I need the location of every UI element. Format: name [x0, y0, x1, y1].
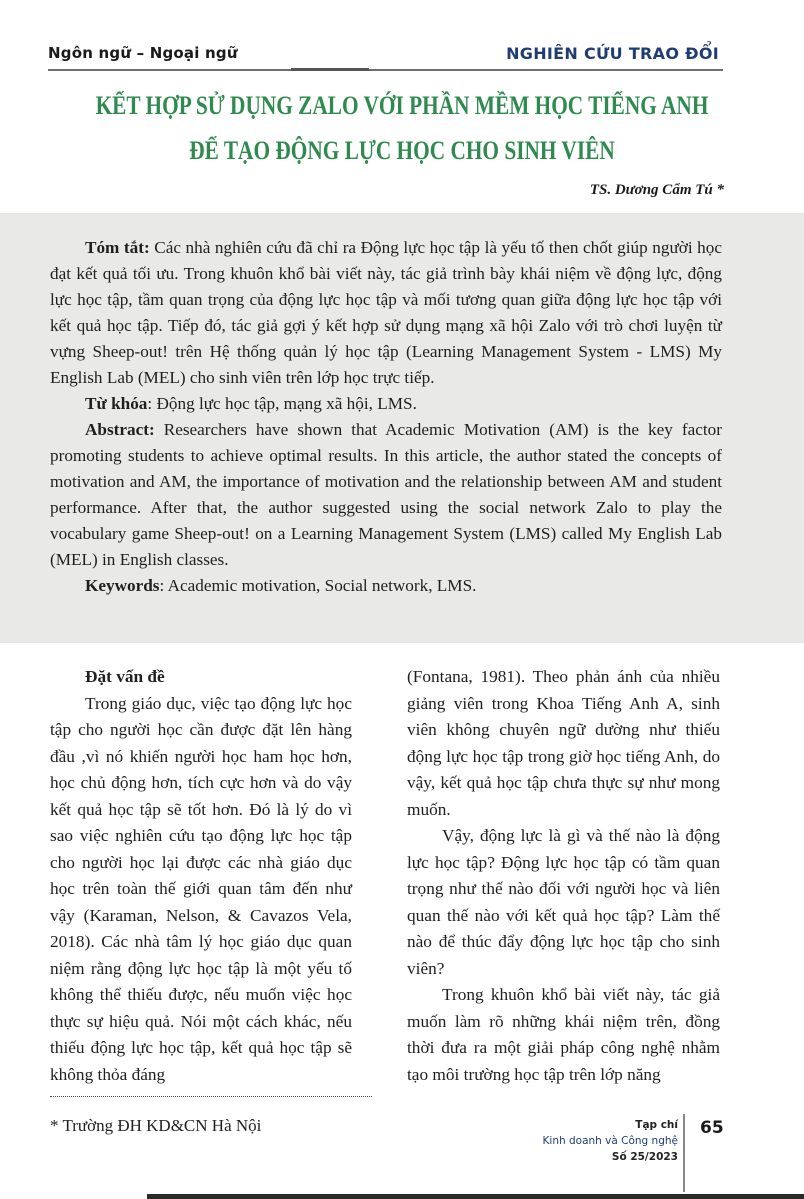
header-rule-accent: [291, 68, 369, 71]
abstract-box: [0, 213, 804, 643]
section-label: Ngôn ngữ – Ngoại ngữ: [48, 44, 238, 62]
body-paragraph: (Fontana, 1981). Theo phản ánh của nhiều giảng viên trong Khoa Tiếng Anh A, sinh viên không chuyên ngữ dường như thiếu động lực học tập trong giờ học tiếng Anh, do vậy, kết quả học tập chưa thực sự như mong muốn.: [407, 667, 720, 819]
abstract-content: [50, 235, 722, 599]
abstract-label: Abstract:: [85, 420, 155, 439]
article-title-line-2: ĐỂ TẠO ĐỘNG LỰC HỌC CHO SINH VIÊN: [189, 136, 615, 165]
page-number: 65: [700, 1118, 724, 1138]
category-label: NGHIÊN CỨU TRAO ĐỔI: [506, 44, 719, 63]
abstract-text: Researchers have shown that Academic Motivation (AM) is the key factor promoting students to achieve optimal results. In this article, the author stated the concepts of motivation and AM, the importance of motivation and the relationship between AM and student performance. After that, the author suggested using the social network Zalo to play the vocabulary game Sheep-out! on a Learning Management System (LMS) called My English Lab (MEL) in English classes.: [50, 420, 722, 569]
bottom-bar: [147, 1194, 804, 1199]
journal-info: [500, 1117, 678, 1165]
author-name: TS. Dương Cẩm Tú *: [589, 182, 724, 198]
keywords-vi: [50, 391, 722, 417]
summary-label: Tóm tắt:: [85, 238, 150, 257]
summary-text: Các nhà nghiên cứu đã chỉ ra Động lực học tập là yếu tố then chốt giúp người học đạt kết quả tối ưu. Trong khuôn khổ bài viết này, tác giả trình bày khái niệm về động lực, động lực học tập, tầm quan trọng của động lực học tập và mối tương quan giữa động lực học tập với kết quả học tập. Tiếp đó, tác giả gợi ý kết hợp sử dụng mạng xã hội Zalo với trò chơi luyện từ vựng Sheep-out! trên Hệ thống quản lý học tập (Learning Management System - LMS) My English Lab (MEL) cho sinh viên trên lớp học trực tiếp.: [50, 238, 722, 387]
footnote: * Trường ĐH KD&CN Hà Nội: [50, 1116, 262, 1135]
journal-issue: Số 25/2023: [611, 1151, 678, 1163]
running-header: [48, 40, 723, 70]
keywords-en: [50, 573, 722, 599]
keywords-en-label: Keywords: [85, 576, 160, 595]
article-title-line-1: KẾT HỢP SỬ DỤNG ZALO VỚI PHẦN MỀM HỌC TIẾNG ANH: [95, 91, 709, 120]
keywords-en-text: : Academic motivation, Social network, LMS.: [159, 576, 477, 595]
summary-vi: [50, 235, 722, 391]
footnote-rule: [50, 1096, 372, 1097]
body-column-left: [50, 664, 352, 1088]
keywords-vi-label: Từ khóa: [85, 394, 148, 413]
journal-name: Kinh doanh và Công nghệ: [542, 1135, 678, 1147]
abstract-en: [50, 417, 722, 573]
footer-divider: [683, 1114, 685, 1192]
body-column-right: [407, 664, 720, 1088]
header-rule: [48, 69, 723, 71]
journal-label: Tạp chí: [635, 1119, 678, 1131]
body-paragraph: Trong giáo dục, việc tạo động lực học tập cho người học cần được đặt lên hàng đầu ,vì nó khiến người học ham học hơn, học chủ động hơn, tích cực hơn và do vậy kết quả học tập sẽ tốt hơn. Đó là lý do vì sao việc nghiên cứu tạo động lực học tập cho người học lại được các nhà giáo dục học trên toàn thế giới quan tâm đến như vậy (Karaman, Nelson, & Cavazos Vela, 2018). Các nhà tâm lý học giáo dục quan niệm rằng động lực học tập là một yếu tố không thể thiếu được, nếu muốn việc học thực sự hiệu quả. Nói một cách khác, nếu thiếu động lực học tập, kết quả học tập sẽ không thỏa đáng: [50, 693, 352, 1084]
body-paragraph: Trong khuôn khổ bài viết này, tác giả muốn làm rõ những khái niệm trên, đồng thời đưa ra một giải pháp công nghệ nhằm tạo môi trường học tập trên lớp năng: [407, 985, 720, 1084]
section-heading: Đặt vấn đề: [85, 667, 165, 686]
keywords-vi-text: : Động lực học tập, mạng xã hội, LMS.: [147, 394, 417, 413]
body-paragraph: Vậy, động lực là gì và thế nào là động lực học tập? Động lực học tập có tầm quan trọng như thế nào đối với người học và liên quan thế nào với kết quả học tập? Làm thế nào để thúc đẩy động lực học tập cho sinh viên?: [407, 826, 720, 978]
